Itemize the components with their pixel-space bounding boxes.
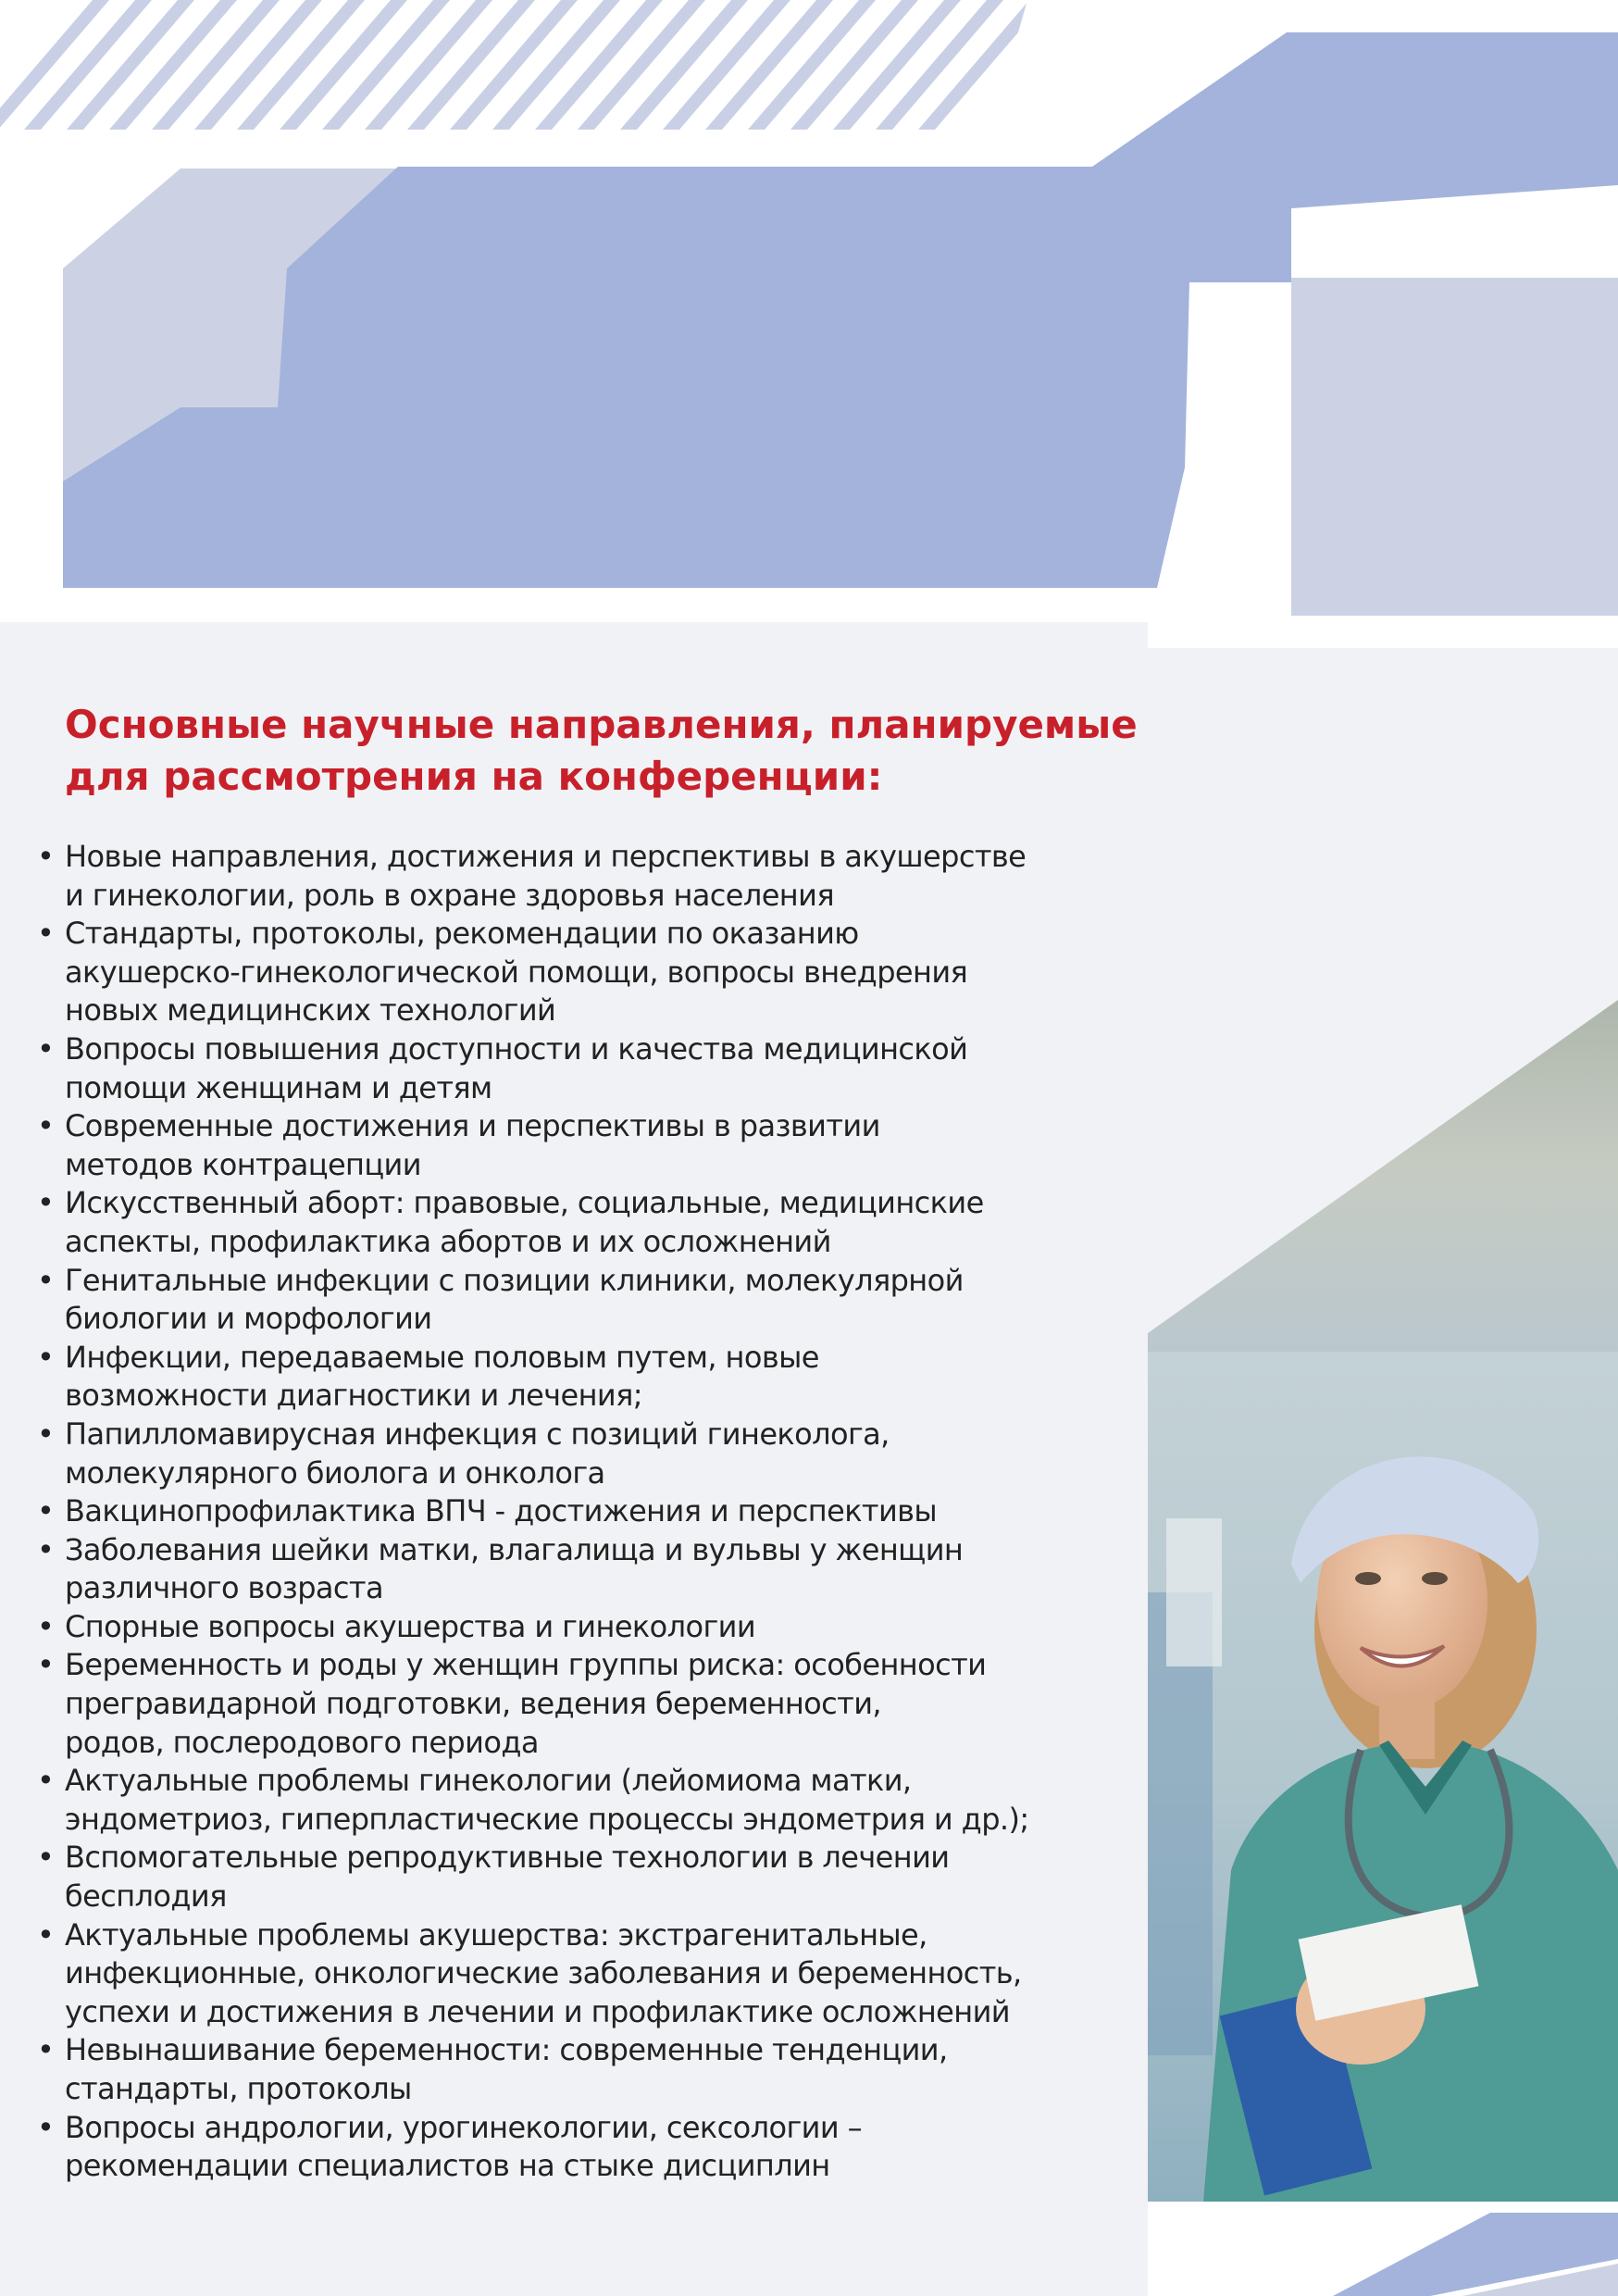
- bullet: •: [37, 1840, 55, 1876]
- topic-text: Вакцинопрофилактика ВПЧ - достижения и перспективы: [65, 1493, 938, 1529]
- list-item: [35, 1916, 1146, 2032]
- topic-text: Невынашивание беременности: современные тенденции, стандарты, протоколы: [65, 2032, 948, 2106]
- bullet: •: [37, 1493, 55, 1529]
- topic-text: Заболевания шейки матки, влагалища и вульвы у женщин различного возраста: [65, 1531, 964, 1606]
- bullet: •: [37, 1339, 55, 1375]
- list-item: [35, 1839, 1146, 1915]
- bullet: •: [37, 1531, 55, 1567]
- topic-text: Стандарты, протоколы, рекомендации по оказанию акушерско-гинекологической помощи, вопросы внедрения новых медицинских технологий: [65, 916, 968, 1029]
- topic-text: Искусственный аборт: правовые, социальные, медицинские аспекты, профилактика абортов и их осложнений: [65, 1185, 984, 1259]
- topic-text: Актуальные проблемы акушерства: экстрагенитальные, инфекционные, онкологические заболевания и беременность, успехи и достижения в лечении и профилактике осложнений: [65, 1916, 1022, 2029]
- right-light-shape: [1291, 278, 1618, 616]
- list-item: [35, 1107, 1146, 1184]
- topic-text: Вопросы андрологии, урогинекологии, сексологии – рекомендации специалистов на стыке дисциплин: [65, 2109, 863, 2184]
- topics-list: [35, 838, 1146, 2186]
- topic-text: Инфекции, передаваемые половым путем, новые возможности диагностики и лечения;: [65, 1339, 819, 1414]
- topic-text: Вспомогательные репродуктивные технологии в лечении бесплодия: [65, 1840, 950, 1915]
- bullet: •: [37, 1108, 55, 1144]
- bullet: •: [37, 1262, 55, 1298]
- bullet: •: [37, 1608, 55, 1644]
- topic-text: Новые направления, достижения и перспективы в акушерстве и гинекологии, роль в охране здоровья населения: [65, 839, 1027, 913]
- topic-text: Вопросы повышения доступности и качества медицинской помощи женщинам и детям: [65, 1030, 968, 1105]
- list-item: [35, 1030, 1146, 1107]
- bullet: •: [37, 839, 55, 874]
- bullet: •: [37, 1916, 55, 1953]
- topic-text: Спорные вопросы акушерства и гинекологии: [65, 1608, 756, 1644]
- topic-text: Папилломавирусная инфекция с позиций гинеколога, молекулярного биолога и онколога: [65, 1416, 890, 1491]
- doctor-photo: [1148, 1352, 1618, 2202]
- list-item: [35, 1646, 1146, 1762]
- list-item: [35, 1762, 1146, 1839]
- list-item: [35, 838, 1146, 915]
- bullet: •: [37, 1763, 55, 1799]
- list-item: [35, 1339, 1146, 1416]
- bullet: •: [37, 1185, 55, 1221]
- topic-text: Генитальные инфекции с позиции клиники, молекулярной биологии и морфологии: [65, 1262, 964, 1337]
- list-item: [35, 1608, 1146, 1647]
- list-item: [35, 915, 1146, 1030]
- page-title: Основные научные направления, планируемые для рассмотрения на конференции:: [65, 702, 1138, 799]
- bullet: •: [37, 1030, 55, 1067]
- list-item: [35, 1492, 1146, 1531]
- main-content: [35, 699, 1146, 2186]
- bullet: •: [37, 2109, 55, 2145]
- topic-text: Актуальные проблемы гинекологии (лейомиома матки, эндометриоз, гиперпластические процессы эндометрия и др.);: [65, 1763, 1029, 1837]
- bullet: •: [37, 2032, 55, 2068]
- topic-text: Современные достижения и перспективы в развитии методов контрацепции: [65, 1108, 880, 1182]
- bullet: •: [37, 1647, 55, 1683]
- list-item: [35, 1262, 1146, 1339]
- diagonal-stripes: [0, 0, 1046, 130]
- list-item: [35, 2031, 1146, 2108]
- list-item: [35, 1531, 1146, 1608]
- bullet: •: [37, 1416, 55, 1452]
- list-item: [35, 1184, 1146, 1261]
- list-item: [35, 1416, 1146, 1492]
- list-item: [35, 2109, 1146, 2186]
- doctor-illustration: [1148, 1352, 1618, 2202]
- bullet: •: [37, 916, 55, 952]
- topic-text: Беременность и роды у женщин группы риска: особенности прегравидарной подготовки, ведения беременности, родов, послеродового периода: [65, 1647, 987, 1760]
